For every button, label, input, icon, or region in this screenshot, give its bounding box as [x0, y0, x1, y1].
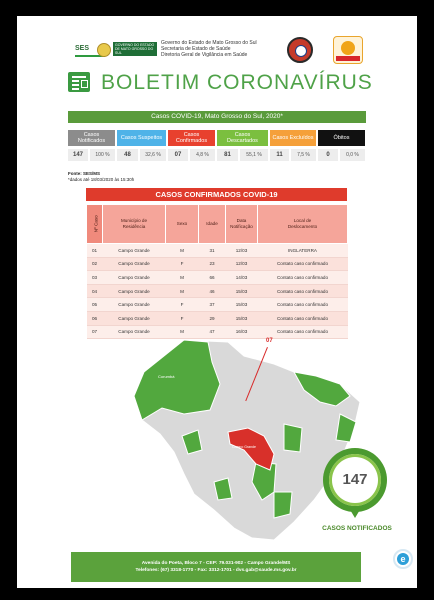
summary-count-5: 0 — [318, 149, 338, 161]
table-cell: 37 — [199, 298, 226, 312]
gov-line-1: Governo do Estado de Mato Grosso do Sul — [161, 40, 257, 46]
summary-label-2: Casos Confirmados — [168, 130, 215, 146]
map-label-corumba: Corumbá — [158, 374, 175, 379]
vigilance-logo — [333, 36, 363, 64]
table-cell: Campo Grande — [103, 271, 166, 285]
state-map — [124, 332, 382, 542]
map-callout-count: 07 — [266, 338, 273, 344]
health-seal-logo — [287, 37, 313, 63]
table-cell: Contato caso confirmado — [258, 298, 348, 312]
summary-percent-2: 4,8 % — [190, 149, 215, 161]
table-cell: M — [166, 325, 199, 339]
table-cell: Campo Grande — [103, 298, 166, 312]
bulletin-page — [17, 16, 417, 588]
table-cell: Contato caso confirmado — [258, 325, 348, 339]
table-cell: 29 — [199, 311, 226, 325]
cases-table-header — [87, 205, 348, 244]
table-cell: 66 — [199, 271, 226, 285]
header-case-number: Nº Caso — [87, 205, 103, 244]
header-municipality: Município de Residência — [103, 205, 166, 244]
cases-table — [86, 204, 348, 339]
summary-percent-3: 55,1 % — [240, 149, 268, 161]
table-row — [87, 284, 348, 298]
table-cell: Contato caso confirmado — [258, 284, 348, 298]
government-logo: GOVERNO DO ESTADO DE MATO GROSSO DO SUL — [113, 42, 157, 56]
table-row — [87, 257, 348, 271]
government-lines — [161, 40, 257, 59]
site-badge-letter: e — [397, 553, 409, 565]
header-notification-date: Data Notificação — [226, 205, 258, 244]
footer-address — [71, 552, 361, 582]
table-cell: 02 — [87, 257, 103, 271]
table-cell: 46 — [199, 284, 226, 298]
table-cell: 15/03 — [226, 284, 258, 298]
gov-line-2: Secretaria de Estado de Saúde — [161, 46, 231, 53]
summary-label-0: Casos Notificados — [68, 130, 115, 146]
table-cell: 05 — [87, 298, 103, 312]
data-date-note: *dados até 18/03/2020 às 15:30h — [68, 176, 135, 182]
gov-line-3: Diretoria Geral de Vigilância em Saúde — [161, 52, 248, 59]
table-cell: M — [166, 271, 199, 285]
summary-count-3: 81 — [217, 149, 238, 161]
page-title: BOLETIM CORONAVÍRUS — [101, 71, 373, 94]
table-cell: 01 — [87, 244, 103, 258]
header-travel-location: Local de Deslocamento — [258, 205, 348, 244]
table-row — [87, 298, 348, 312]
table-cell: 15/03 — [226, 298, 258, 312]
notified-badge — [323, 448, 387, 512]
summary-title: Casos COVID-19, Mato Grosso do Sul, 2020* — [68, 111, 366, 123]
summary-count-2: 07 — [168, 149, 188, 161]
summary-count-1: 48 — [117, 149, 138, 161]
footer-line-1: Avenida do Poeta, Bloco 7 - CEP: 79.031-902 - Campo Grande/MS — [141, 561, 291, 566]
notified-count: 147 — [342, 471, 368, 488]
map-label-campo-grande: Campo Grande — [232, 445, 256, 449]
table-cell: 14/03 — [226, 271, 258, 285]
ses-logo: SES — [75, 45, 90, 52]
table-cell: 31 — [199, 244, 226, 258]
source-label: Fonte: SES/MS — [68, 171, 101, 176]
table-cell: 16/03 — [226, 325, 258, 339]
table-cell: 04 — [87, 284, 103, 298]
summary-label-3: Casos Descartados — [217, 130, 268, 146]
header-sex: Sexo — [166, 205, 199, 244]
table-cell: 12/03 — [226, 257, 258, 271]
table-cell: 12/03 — [226, 244, 258, 258]
state-seal-icon — [97, 43, 111, 57]
map-region-center-east — [284, 424, 302, 452]
table-cell: 15/03 — [226, 311, 258, 325]
table-cell: 07 — [87, 325, 103, 339]
footer-line-2: Telefones: (67) 3318-1770 - Fax: 3312-1701 - dvs.gab@saude.ms.gov.br — [135, 568, 297, 573]
summary-percent-4: 7,5 % — [291, 149, 316, 161]
table-cell: F — [166, 298, 199, 312]
map-region-south — [274, 492, 292, 518]
summary-label-5: Óbitos — [318, 130, 365, 146]
table-cell: M — [166, 284, 199, 298]
site-badge-icon[interactable] — [393, 549, 413, 569]
summary-percent-1: 32,6 % — [140, 149, 166, 161]
table-row — [87, 311, 348, 325]
table-cell: Campo Grande — [103, 244, 166, 258]
map-region-corumba — [134, 340, 220, 420]
table-cell: M — [166, 244, 199, 258]
summary-percent-5: 0,0 % — [340, 149, 365, 161]
summary-count-4: 11 — [270, 149, 289, 161]
table-cell: F — [166, 257, 199, 271]
table-row — [87, 271, 348, 285]
bulletin-icon — [68, 72, 90, 92]
table-cell: Contato caso confirmado — [258, 257, 348, 271]
table-cell: 03 — [87, 271, 103, 285]
table-cell: Contato caso confirmado — [258, 271, 348, 285]
table-cell: Campo Grande — [103, 284, 166, 298]
summary-count-0: 147 — [68, 149, 88, 161]
table-cell: Campo Grande — [103, 257, 166, 271]
table-cell: F — [166, 311, 199, 325]
source-note — [68, 171, 134, 182]
table-cell: INGLATERRA — [258, 244, 348, 258]
header-age: Idade — [199, 205, 226, 244]
summary-label-4: Casos Excluídos — [270, 130, 316, 146]
table-cell: Campo Grande — [103, 311, 166, 325]
table-cell: Campo Grande — [103, 325, 166, 339]
table-row — [87, 244, 348, 258]
summary-label-1: Casos Suspeitos — [117, 130, 166, 146]
notified-label: CASOS NOTIFICADOS — [322, 525, 392, 532]
table-cell: 06 — [87, 311, 103, 325]
summary-percent-0: 100 % — [90, 149, 115, 161]
table-cell: 47 — [199, 325, 226, 339]
badge-pointer — [349, 508, 361, 518]
table-cell: 23 — [199, 257, 226, 271]
cases-table-title: CASOS CONFIRMADOS COVID-19 — [86, 188, 347, 201]
table-cell: Contato caso confirmado — [258, 311, 348, 325]
